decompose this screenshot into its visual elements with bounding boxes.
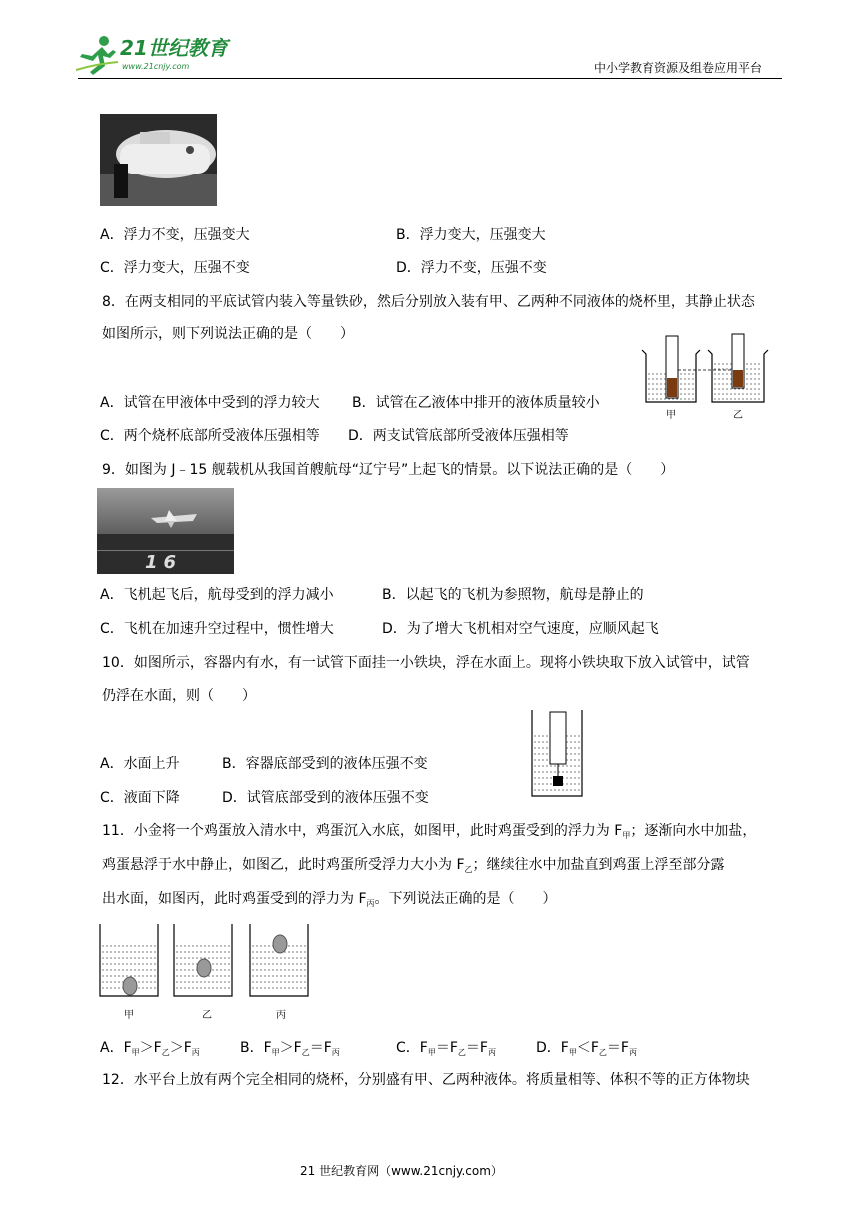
q11-d-s3: 乙 — [598, 1048, 607, 1057]
q11-option-b — [240, 1038, 340, 1063]
logo — [76, 34, 236, 76]
q10-option-b: B．容器底部受到的液体压强不变 — [222, 756, 428, 772]
q8-fig-label-jia: 甲 — [666, 410, 676, 421]
q7-option-b: B．浮力变大，压强变大 — [396, 227, 546, 243]
q11-d-s5: 丙 — [628, 1048, 637, 1057]
q11-c-t0: C．F — [396, 1040, 428, 1056]
q7-option-d: D．浮力不变，压强不变 — [396, 260, 547, 276]
q11-b-s3: 乙 — [301, 1048, 310, 1057]
q10-option-a: A．水面上升 — [100, 756, 180, 772]
q10-option-d: D．试管底部受到的液体压强不变 — [222, 790, 429, 806]
egg-beakers-diagram — [96, 922, 316, 1002]
q8-figure-beakers — [638, 332, 774, 420]
q11-a-t0: A．F — [100, 1040, 132, 1056]
q9-stem-line1: 9．如图为 J﹣15 舰载机从我国首艘航母“辽宁号”上起飞的情景。以下说法正确的是（ ） — [102, 462, 675, 478]
q11-a-t4: ＞F — [169, 1040, 192, 1056]
q11-c-s5: 丙 — [487, 1048, 496, 1057]
deck-number: 16 — [145, 552, 183, 573]
q10-figure-container — [530, 708, 584, 798]
q11-option-c — [396, 1038, 496, 1063]
carrier-takeoff-photo-image — [97, 488, 234, 574]
q11-stem-line1 — [102, 821, 756, 846]
q10-stem-line1: 10．如图所示，容器内有水，有一试管下面挂一小铁块，浮在水面上。现将小铁块取下放入试管中，试管 — [102, 655, 750, 671]
q11-sub-bing: 丙 — [366, 899, 375, 908]
q11-b-s5: 丙 — [331, 1048, 340, 1057]
submersible-photo-image — [100, 114, 217, 206]
header — [0, 0, 860, 80]
q11-stem-line1-b: ；逐渐向水中加盐， — [630, 823, 757, 839]
q8-option-b: B．试管在乙液体中排开的液体质量较小 — [352, 395, 600, 411]
header-divider — [78, 78, 782, 79]
q11-stem-line2-b: ；继续往水中加盐直到鸡蛋上浮至部分露 — [472, 857, 725, 873]
q11-stem-line1-a: 11．小金将一个鸡蛋放入清水中，鸡蛋沉入水底，如图甲，此时鸡蛋受到的浮力为 F — [102, 823, 623, 839]
q10-stem-line2: 仍浮在水面，则（ ） — [102, 688, 256, 704]
q11-a-s3: 乙 — [161, 1048, 170, 1057]
q11-d-t0: D．F — [536, 1040, 569, 1056]
q11-b-t2: ＞F — [279, 1040, 302, 1056]
q11-stem-line3-b: 。下列说法正确的是（ ） — [374, 891, 557, 907]
container-test-tube-diagram — [530, 708, 584, 798]
q11-figure-eggs — [96, 922, 316, 1022]
platform-name: 中小学教育资源及组卷应用平台 — [594, 61, 763, 75]
q7-option-a: A．浮力不变，压强变大 — [100, 227, 250, 243]
q11-c-t2: ＝F — [435, 1040, 458, 1056]
q9-option-c: C．飞机在加速升空过程中，惯性增大 — [100, 621, 334, 637]
q11-b-t0: B．F — [240, 1040, 272, 1056]
q11-fig-label-jia: 甲 — [124, 1010, 134, 1021]
q11-sub-jia: 甲 — [622, 831, 631, 840]
q9-photo-carrier — [97, 488, 234, 574]
q8-option-c: C．两个烧杯底部所受液体压强相等 — [100, 428, 320, 444]
q11-b-s1: 甲 — [271, 1048, 280, 1057]
q11-stem-line2 — [102, 855, 725, 880]
q8-option-d: D．两支试管底部所受液体压强相等 — [348, 428, 569, 444]
q7-photo-submersible — [100, 114, 217, 206]
q11-d-s1: 甲 — [568, 1048, 577, 1057]
q11-a-s5: 丙 — [191, 1048, 200, 1057]
q11-option-a — [100, 1038, 200, 1063]
q8-option-a: A．试管在甲液体中受到的浮力较大 — [100, 395, 320, 411]
q11-fig-label-yi: 乙 — [202, 1010, 212, 1021]
q11-d-t2: ＜F — [576, 1040, 599, 1056]
beakers-test-tubes-diagram — [638, 332, 774, 420]
q11-a-t2: ＞F — [139, 1040, 162, 1056]
q7-option-c: C．浮力变大，压强不变 — [100, 260, 250, 276]
q11-stem-line3 — [102, 889, 557, 914]
q11-option-d — [536, 1038, 637, 1063]
q11-c-s3: 乙 — [457, 1048, 466, 1057]
q11-fig-label-bing: 丙 — [276, 1010, 286, 1021]
q11-stem-line3-a: 出水面，如图丙，此时鸡蛋受到的浮力为 F — [102, 891, 367, 907]
q8-fig-label-yi: 乙 — [733, 410, 743, 421]
logo-title: 21世纪教育 — [120, 36, 228, 60]
q9-option-a: A．飞机起飞后，航母受到的浮力减小 — [100, 587, 334, 603]
runner-logo-icon — [76, 34, 120, 76]
q11-d-t4: ＝F — [606, 1040, 629, 1056]
q11-sub-yi: 乙 — [464, 865, 473, 874]
q11-a-s1: 甲 — [131, 1048, 140, 1057]
q11-c-s1: 甲 — [427, 1048, 436, 1057]
q9-option-b: B．以起飞的飞机为参照物，航母是静止的 — [382, 587, 644, 603]
q8-stem-line2: 如图所示，则下列说法正确的是（ ） — [102, 326, 354, 342]
q11-stem-line2-a: 鸡蛋悬浮于水中静止，如图乙，此时鸡蛋所受浮力大小为 F — [102, 857, 465, 873]
q11-c-t4: ＝F — [465, 1040, 488, 1056]
q10-option-c: C．液面下降 — [100, 790, 180, 806]
q11-b-t4: ＝F — [309, 1040, 332, 1056]
q12-stem-line1: 12．水平台上放有两个完全相同的烧杯，分别盛有甲、乙两种液体。将质量相等、体积不等的正方体物块 — [102, 1072, 750, 1088]
q9-option-d: D．为了增大飞机相对空气速度，应顺风起飞 — [382, 621, 659, 637]
logo-url: www.21cnjy.com — [122, 62, 190, 71]
q8-stem-line1: 8．在两支相同的平底试管内装入等量铁砂，然后分别放入装有甲、乙两种不同液体的烧杯里，其静止状态 — [102, 294, 755, 310]
footer: 21 世纪教育网（www.21cnjy.com） — [300, 1164, 503, 1178]
